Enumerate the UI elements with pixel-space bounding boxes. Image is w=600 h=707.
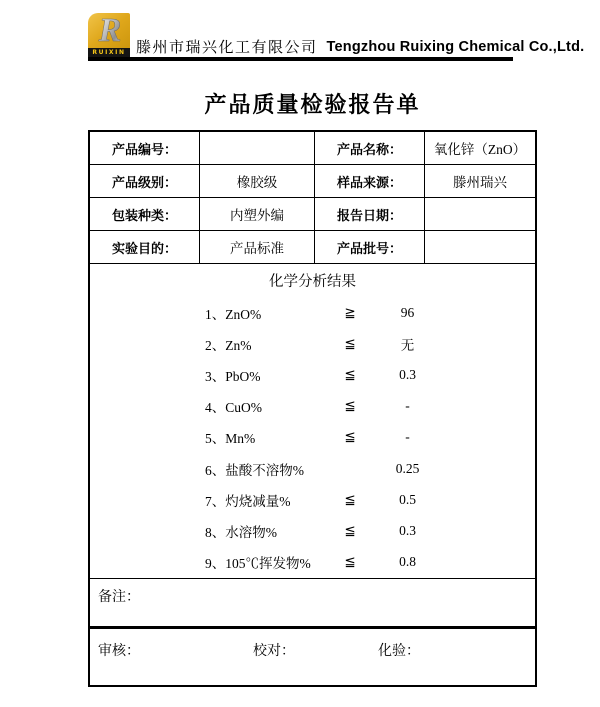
label-product-name: 产品名称： <box>315 132 425 165</box>
analysis-row <box>90 547 535 578</box>
value-batch-number <box>425 231 535 264</box>
analysis-item-relation: ≦ <box>344 522 356 538</box>
analysis-row <box>90 391 535 422</box>
analysis-item-value: 0.8 <box>399 554 416 570</box>
analysis-item-value: - <box>405 429 410 445</box>
analysis-item-relation: ≦ <box>344 366 356 382</box>
value-sample-source: 滕州瑞兴 <box>425 165 535 198</box>
label-packaging-type: 包装种类： <box>90 198 200 231</box>
remarks-label: 备注： <box>98 590 140 605</box>
analysis-item-relation: ≧ <box>344 304 356 320</box>
remarks-row <box>90 579 535 629</box>
analysis-item-name: 3、PbO% <box>205 368 261 384</box>
analysis-heading: 化学分析结果 <box>269 274 356 290</box>
report-table <box>88 130 537 687</box>
analysis-item-relation: ≦ <box>344 554 356 570</box>
label-product-grade: 产品级别： <box>90 165 200 198</box>
label-test-purpose: 实验目的： <box>90 231 200 264</box>
company-name-chinese: 滕州市瑞兴化工有限公司 <box>136 40 318 56</box>
logo-r-icon <box>88 10 130 48</box>
analysis-section <box>90 264 535 579</box>
value-product-grade: 橡胶级 <box>200 165 315 198</box>
company-header <box>136 37 584 56</box>
analysis-item-name: 6、盐酸不溶物% <box>205 462 304 478</box>
analysis-row <box>90 359 535 390</box>
company-name-english: Tengzhou Ruixing Chemical Co.,Ltd. <box>326 38 585 55</box>
label-report-date: 报告日期： <box>315 198 425 231</box>
value-test-purpose: 产品标准 <box>200 231 315 264</box>
label-product-code: 产品编号： <box>90 132 200 165</box>
ruixin-logo <box>88 13 130 57</box>
analysis-item-value: 无 <box>400 337 415 353</box>
label-sample-source: 样品来源： <box>315 165 425 198</box>
analysis-item-value: 0.3 <box>399 366 416 382</box>
analysis-row <box>90 515 535 546</box>
svg-text:R: R <box>98 12 122 48</box>
signoff-row <box>90 629 535 682</box>
header-rule <box>88 57 513 61</box>
analysis-item-relation: ≦ <box>344 429 356 445</box>
analysis-row <box>90 453 535 484</box>
analysis-row <box>90 484 535 515</box>
analysis-item-name: 8、水溶物% <box>205 524 277 540</box>
proofread-label: 校对： <box>253 644 295 659</box>
value-packaging-type: 内塑外编 <box>200 198 315 231</box>
analysis-item-name: 1、ZnO% <box>205 306 262 322</box>
analysis-item-name: 4、CuO% <box>205 400 262 416</box>
analysis-row <box>90 297 535 328</box>
analysis-item-value: - <box>405 398 410 414</box>
analysis-item-value: 0.5 <box>399 491 416 507</box>
analysis-item-name: 2、Zn% <box>205 337 252 353</box>
analysis-item-relation: ≦ <box>344 398 356 414</box>
value-product-name: 氧化锌（ZnO） <box>425 132 535 165</box>
label-batch-number: 产品批号： <box>315 231 425 264</box>
analysis-item-value: 0.25 <box>395 460 420 476</box>
analysis-row <box>90 422 535 453</box>
analysis-item-name: 7、灼烧减量% <box>205 493 291 509</box>
analysis-item-name: 9、105℃挥发物% <box>205 556 311 572</box>
report-title: 产品质量检验报告单 <box>204 92 421 117</box>
analysis-item-relation: ≦ <box>344 491 356 507</box>
analysis-item-relation: ≦ <box>344 335 356 351</box>
analysis-item-value: 96 <box>400 304 415 320</box>
analysis-item-name: 5、Mn% <box>205 431 256 447</box>
value-product-code <box>200 132 315 165</box>
analysis-item-value: 0.3 <box>399 522 416 538</box>
analysis-row <box>90 328 535 359</box>
info-grid <box>90 132 535 264</box>
test-label: 化验： <box>378 644 420 659</box>
logo-wordmark: RUIXIN <box>88 48 130 57</box>
review-label: 审核： <box>98 644 140 659</box>
value-report-date <box>425 198 535 231</box>
